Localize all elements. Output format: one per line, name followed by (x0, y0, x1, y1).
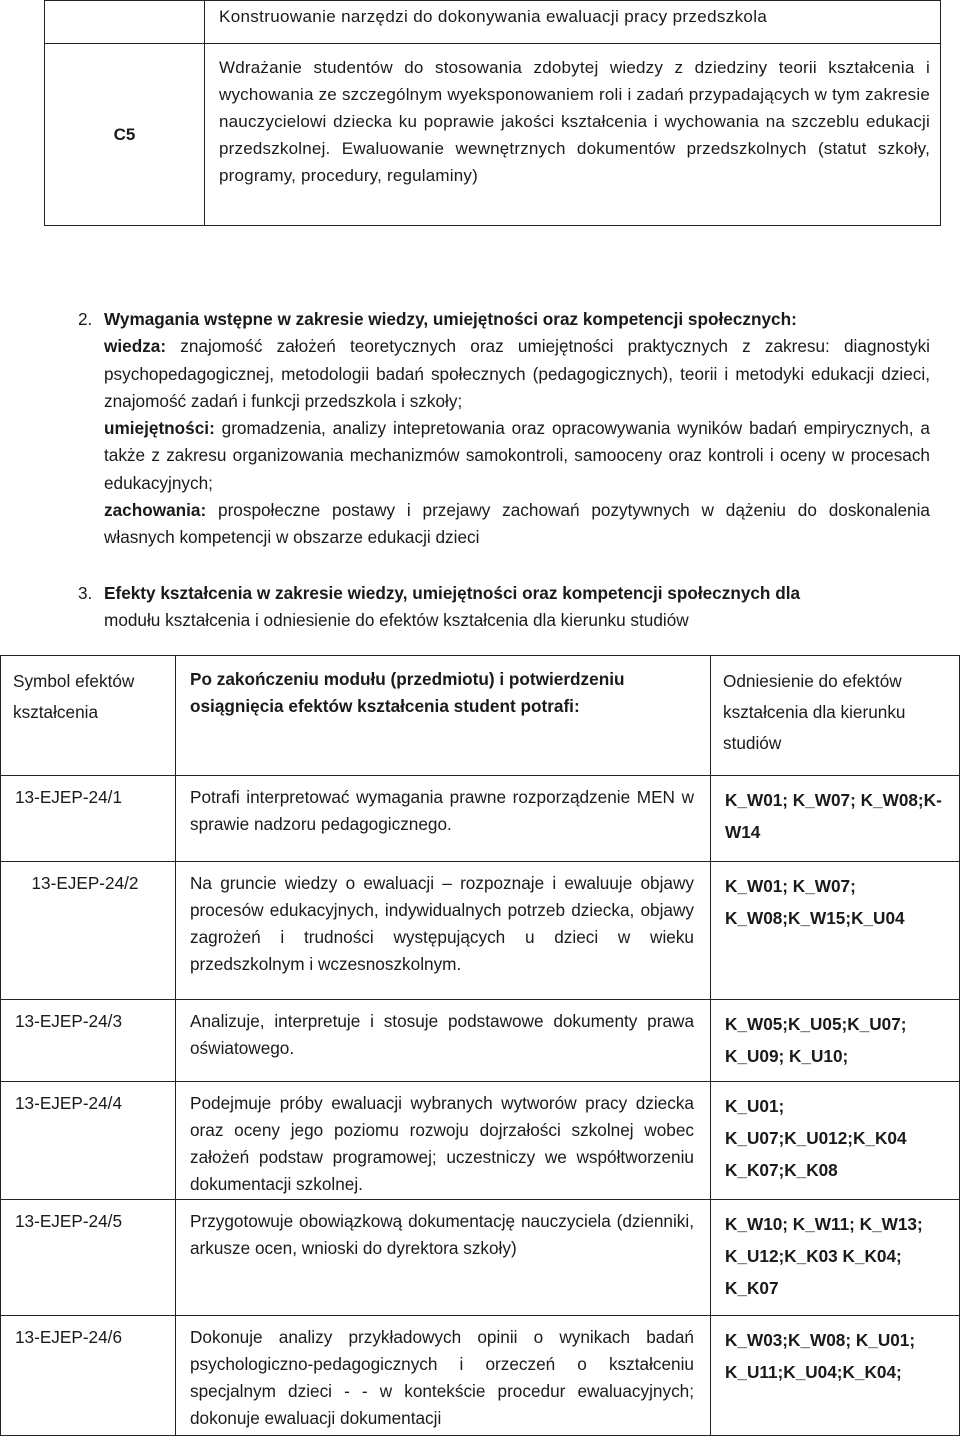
table-header-row (1, 656, 960, 776)
outcomes-section (104, 580, 930, 635)
table-row (1, 862, 960, 1000)
section-number: 3. (78, 583, 93, 603)
outcome-description: Na gruncie wiedzy o ewaluacji – rozpoznaje i ewaluuje objawy procesów edukacyjnych, indywidualnych potrzeb dziecka, objawy zagrożeń i trudności występujących u dzieci w wieku przedszkolnym i wczesnoszkolnym. (176, 862, 711, 1000)
outcome-description: Analizuje, interpretuje i stosuje podstawowe dokumenty prawa oświatowego. (176, 1000, 711, 1082)
prerequisites-section (104, 306, 930, 552)
outcome-symbol: 13-EJEP-24/5 (1, 1200, 176, 1316)
outcome-reference: K_W10; K_W11; K_W13; K_U12;K_K03 K_K04; K_K07 (711, 1200, 960, 1316)
objective-text: Wdrażanie studentów do stosowania zdobytej wiedzy z dziedziny teorii kształcenia i wychowania ze szczególnym wyeksponowaniem roli i zadań przypadających w tym zakresie nauczycielowi dziecka ku poprawie jakości kształcenia i wychowania na szczeblu edukacji przedszkolnej. Ewaluowanie wewnętrznych dokumentów przedszkolnych (statut szkoły, programy, procedury, regulaminy) (205, 44, 941, 226)
outcome-reference: K_W01; K_W07; K_W08;K-W14 (711, 776, 960, 862)
outcome-reference: K_W05;K_U05;K_U07; K_U09; K_U10; (711, 1000, 960, 1082)
code-cell-empty (45, 1, 205, 44)
outcome-reference: K_U01; K_U07;K_U012;K_K04 K_K07;K_K08 (711, 1082, 960, 1200)
outcome-description: Dokonuje analizy przykładowych opinii o wynikach badań psychologiczno-pedagogicznych i orzeczeń o kształceniu specjalnym dzieci - - w kontekście procedur ewaluacyjnych; dokonuje ewaluacji dokumentacji (176, 1316, 711, 1436)
section-heading: Wymagania wstępne w zakresie wiedzy, umiejętności oraz kompetencji społecznych: (104, 309, 797, 329)
table-row (1, 776, 960, 862)
objectives-row (45, 1, 941, 44)
outcome-symbol: 13-EJEP-24/4 (1, 1082, 176, 1200)
outcome-symbol: 13-EJEP-24/2 (1, 862, 176, 1000)
attitudes-text: prospołeczne postawy i przejawy zachowań pozytywnych w dążeniu do doskonalenia własnych kompetencji w obszarze edukacji dzieci (104, 500, 930, 548)
outcome-description: Potrafi interpretować wymagania prawne rozporządzenie MEN w sprawie nadzoru pedagogicznego. (176, 776, 711, 862)
outcome-reference: K_W03;K_W08; K_U01; K_U11;K_U04;K_K04; (711, 1316, 960, 1436)
outcome-symbol: 13-EJEP-24/1 (1, 776, 176, 862)
objectives-table (44, 0, 941, 226)
table-row (1, 1082, 960, 1200)
attitudes-label: zachowania: (104, 500, 207, 521)
objective-text: Konstruowanie narzędzi do dokonywania ewaluacji pracy przedszkola (205, 1, 941, 44)
objectives-row (45, 44, 941, 226)
outcome-description: Przygotowuje obowiązkową dokumentację nauczyciela (dzienniki, arkusze ocen, wnioski do dyrektora szkoły) (176, 1200, 711, 1316)
skills-label: umiejętności: (104, 418, 215, 439)
table-row (1, 1200, 960, 1316)
header-symbol: Symbol efektów kształcenia (1, 656, 176, 776)
table-row (1, 1000, 960, 1082)
table-row (1, 1316, 960, 1436)
header-description: Po zakończeniu modułu (przedmiotu) i potwierdzeniu osiągnięcia efektów kształcenia student potrafi: (176, 656, 711, 776)
objective-code: C5 (45, 44, 205, 226)
outcome-reference: K_W01; K_W07; K_W08;K_W15;K_U04 (711, 862, 960, 1000)
outcome-symbol: 13-EJEP-24/6 (1, 1316, 176, 1436)
header-reference: Odniesienie do efektów kształcenia dla kierunku studiów (711, 656, 960, 776)
knowledge-label: wiedza: (104, 336, 167, 357)
outcome-symbol: 13-EJEP-24/3 (1, 1000, 176, 1082)
section-subheading: modułu kształcenia i odniesienie do efektów kształcenia dla kierunku studiów (104, 610, 689, 631)
section-number: 2. (78, 309, 93, 329)
knowledge-text: znajomość założeń teoretycznych oraz umiejętności praktycznych z zakresu: diagnostyki psychopedagogicznej, metodologii badań społecznych (pedagogicznych), teorii i metodyki edukacji dzieci, znajomość zadań i funkcji przedszkola i szkoły; (104, 336, 930, 411)
outcomes-table (0, 655, 960, 1436)
section-heading: Efekty kształcenia w zakresie wiedzy, umiejętności oraz kompetencji społecznych dla (104, 583, 801, 603)
skills-text: gromadzenia, analizy intepretowania oraz opracowywania wyników badań empirycznych, a także z zakresu organizowania mechanizmów samokontroli, samooceny oraz kontroli i oceny w procesach edukacyjnych; (104, 418, 930, 493)
outcome-description: Podejmuje próby ewaluacji wybranych wytworów pracy dziecka oraz oceny jego poziomu rozwoju dojrzałości szkolnej wobec założeń podstaw programowej; uczestniczy we współtworzeniu dokumentacji szkolnej. (176, 1082, 711, 1200)
